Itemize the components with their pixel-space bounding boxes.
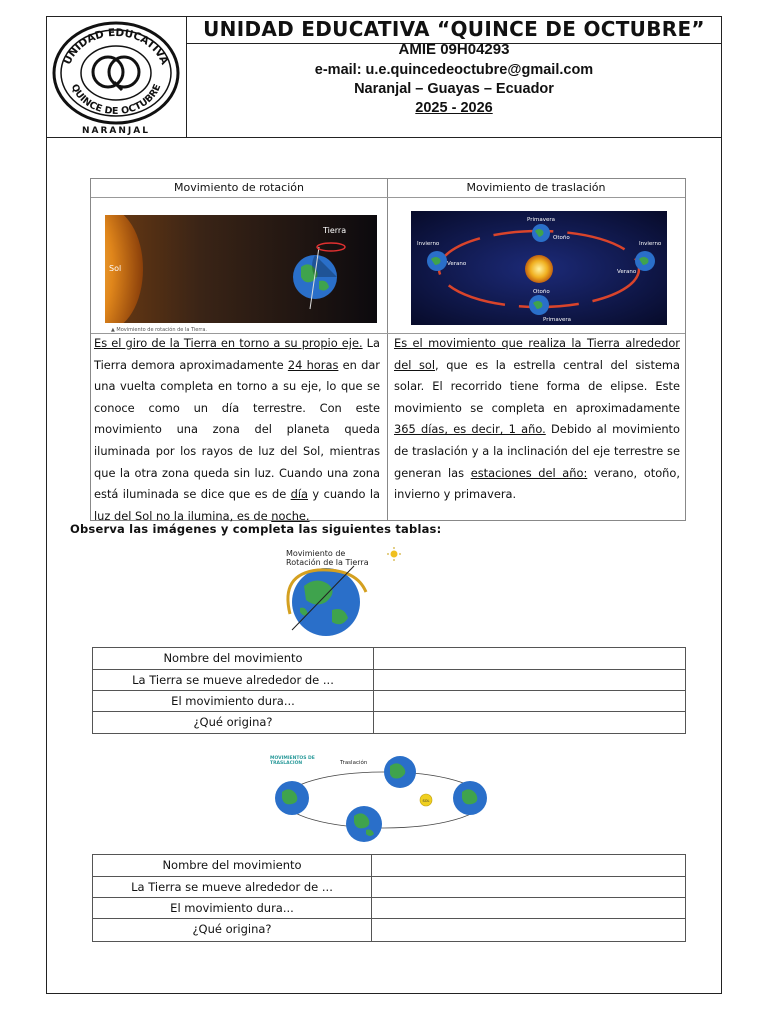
- instruction-text: Observa las imágenes y completa las siguientes tablas:: [70, 522, 442, 536]
- translation-description: [394, 333, 680, 506]
- label-verano-right: Verano: [617, 269, 637, 275]
- column-divider: [387, 179, 388, 520]
- figure2-earth-bottom: [346, 806, 382, 842]
- figure2-sun-label: SOL: [422, 799, 430, 803]
- figure1-label-line2: Rotación de la Tierra: [286, 558, 369, 567]
- table1-row-1: [93, 648, 685, 670]
- text-part: 24 horas: [287, 357, 339, 372]
- translation-heading: Movimiento de traslación: [466, 181, 606, 194]
- text-part: día: [290, 487, 309, 502]
- text-part: , que es la estrella central del sistema solar. El recorrido tiene forma de elipse. Este movimiento se completa en aproximadamente: [394, 357, 680, 415]
- rotation-heading: Movimiento de rotación: [174, 181, 304, 194]
- orbit-earth-left: [427, 251, 447, 271]
- text-part: y cuando la luz del Sol no la ilumina, es de: [94, 487, 380, 523]
- label-invierno-right: Invierno: [639, 241, 662, 247]
- translation-answer-table: [92, 854, 686, 942]
- rotation-answer-table: [92, 647, 686, 734]
- text-part: en dar una vuelta completa en torno a su eje, lo que se conoce como un día terrestre. Con este movimiento una zona del planeta queda iluminada por los rayos de luz del Sol, mientras que la otra zona queda sin luz. Cuando una zona está iluminada se dice que es de: [94, 357, 380, 502]
- document-header: [46, 16, 722, 138]
- figure2-earth-top: [384, 756, 416, 788]
- table2-row-3: [93, 898, 685, 919]
- table1-row-2: [93, 670, 685, 691]
- label-invierno-left: Invierno: [417, 241, 440, 247]
- text-part: Es el giro de la Tierra en torno a su propio eje.: [94, 336, 363, 350]
- rotation-sol-label: Sol: [109, 264, 122, 273]
- figure2-earth-left: [275, 781, 309, 815]
- translation-figure: [266, 752, 496, 844]
- school-name: UNIDAD EDUCATIVA “QUINCE DE OCTUBRE”: [203, 17, 705, 41]
- label-otono-top: Otoño: [553, 235, 570, 241]
- movements-info-table: [90, 178, 686, 521]
- rotation-description: [94, 333, 380, 527]
- rotation-image: [105, 215, 377, 323]
- table2-row-4-label: ¿Qué origina?: [192, 922, 272, 936]
- heading-row-divider: [91, 197, 685, 198]
- text-part: Debido al movimiento de traslación y a la inclinación del eje terrestre se generan las: [394, 422, 680, 480]
- table2-row-2-label: La Tierra se mueve alrededor de ...: [131, 880, 333, 894]
- logo-bottom-text: QUINCE DE OCTUBRE: [68, 82, 164, 118]
- table2-row-1-label: Nombre del movimiento: [162, 858, 302, 872]
- school-logo: [46, 16, 187, 137]
- rotation-figure: [270, 544, 410, 636]
- orbit-earth-right: [635, 251, 655, 271]
- table1-row-3-label: El movimiento dura...: [171, 694, 295, 708]
- table2-row-4: [93, 919, 685, 941]
- figure1-label-line1: Movimiento de: [286, 549, 346, 558]
- table1-row-3: [93, 691, 685, 712]
- school-logo-cell: [46, 16, 187, 137]
- logo-base-text: NARANJAL: [82, 126, 150, 136]
- table1-row-2-label: La Tierra se mueve alrededor de ...: [132, 673, 334, 687]
- logo-top-text: UNIDAD EDUCATIVA: [61, 26, 171, 67]
- table2-row-2: [93, 877, 685, 898]
- sun-center: [525, 255, 553, 283]
- small-sun-icon: [387, 547, 401, 561]
- figure2-title-line2: TRASLACIÓN: [270, 761, 303, 766]
- orbit-earth-bottom: [529, 295, 549, 315]
- figure2-title-line1: MOVIMIENTOS DE: [270, 756, 315, 761]
- school-year: 2025 - 2026: [415, 100, 493, 116]
- figure2-orbit-label: Traslación: [340, 760, 368, 766]
- table1-row-4-label: ¿Qué origina?: [193, 715, 273, 729]
- table1-row-1-label: Nombre del movimiento: [163, 651, 303, 665]
- text-part: estaciones del año:: [470, 465, 588, 480]
- text-part: verano, otoño, invierno y primavera.: [394, 465, 680, 502]
- label-verano-left: Verano: [447, 261, 467, 267]
- text-part: noche.: [271, 508, 310, 523]
- text-part: La Tierra demora aproximadamente: [94, 336, 380, 372]
- label-primavera-bottom: Primavera: [543, 317, 572, 323]
- rotation-image-caption: ▲ Movimiento de rotación de la Tierra.: [111, 327, 208, 333]
- text-part: 365 días, es decir, 1 año.: [394, 422, 546, 437]
- rotation-tierra-label: Tierra: [323, 226, 347, 235]
- figure2-earth-right: [453, 781, 487, 815]
- school-email: e-mail: u.e.quincedeoctubre@gmail.com: [314, 62, 594, 78]
- table1-row-4: [93, 712, 685, 733]
- table2-row-3-label: El movimiento dura...: [170, 901, 294, 915]
- orbit-earth-top: [532, 224, 550, 242]
- label-otono-bottom: Otoño: [533, 289, 550, 295]
- translation-image: [411, 211, 667, 325]
- school-location: Naranjal – Guayas – Ecuador: [354, 81, 554, 97]
- table2-row-1: [93, 855, 685, 877]
- label-primavera-top: Primavera: [527, 217, 556, 223]
- amie-code: AMIE 09H04293: [398, 41, 510, 58]
- text-part: Es el movimiento que realiza la Tierra alrededor del sol: [394, 336, 680, 372]
